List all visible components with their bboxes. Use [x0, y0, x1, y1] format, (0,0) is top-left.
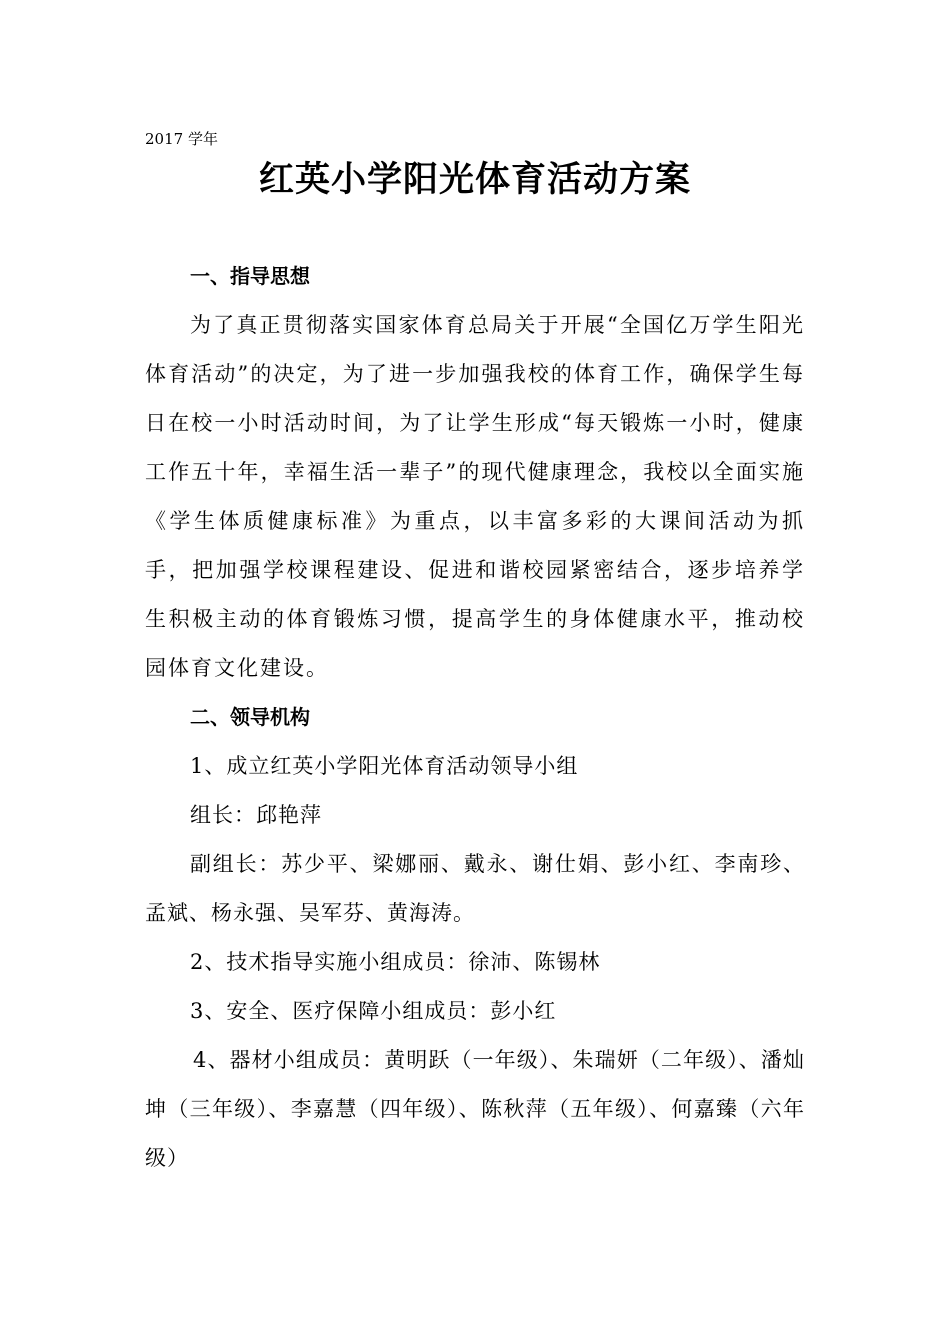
leadership-item-1: 1、成立红英小学阳光体育活动领导小组: [190, 754, 579, 778]
document-title: 红英小学阳光体育活动方案: [258, 160, 691, 200]
leadership-item-3: 3、安全、医疗保障小组成员：彭小红: [190, 999, 557, 1023]
leadership-group-leader: 组长：邱艳萍: [190, 803, 322, 827]
leadership-deputy-leaders: 副组长：苏少平、梁娜丽、戴永、谢仕娟、彭小红、李南珍、孟斌、杨永强、吴军芬、黄海涛。: [145, 852, 805, 925]
leadership-item-4: 4、器材小组成员：黄明跃（一年级）、朱瑞妍（二年级）、潘灿坤（三年级）、李嘉慧（四年级）、陈秋萍（五年级）、何嘉臻（六年级）: [145, 1048, 805, 1170]
year-label: 2017 学年: [145, 130, 218, 148]
section-heading-leadership: 二、领导机构: [190, 705, 310, 729]
guiding-ideology-paragraph: 为了真正贯彻落实国家体育总局关于开展“全国亿万学生阳光体育活动”的决定，为了进一步加强我校的体育工作，确保学生每日在校一小时活动时间，为了让学生形成“每天锻炼一小时，健康工作五十年，幸福生活一辈子”的现代健康理念，我校以全面实施《学生体质健康标准》为重点，以丰富多彩的大课间活动为抓手，把加强学校课程建设、促进和谐校园紧密结合，逐步培养学生积极主动的体育锻炼习惯，提高学生的身体健康水平，推动校园体育文化建设。: [145, 313, 805, 680]
document-body: [145, 252, 805, 1183]
leadership-item-2: 2、技术指导实施小组成员：徐沛、陈锡林: [190, 950, 601, 974]
section-heading-guiding-ideology: 一、指导思想: [190, 264, 310, 288]
